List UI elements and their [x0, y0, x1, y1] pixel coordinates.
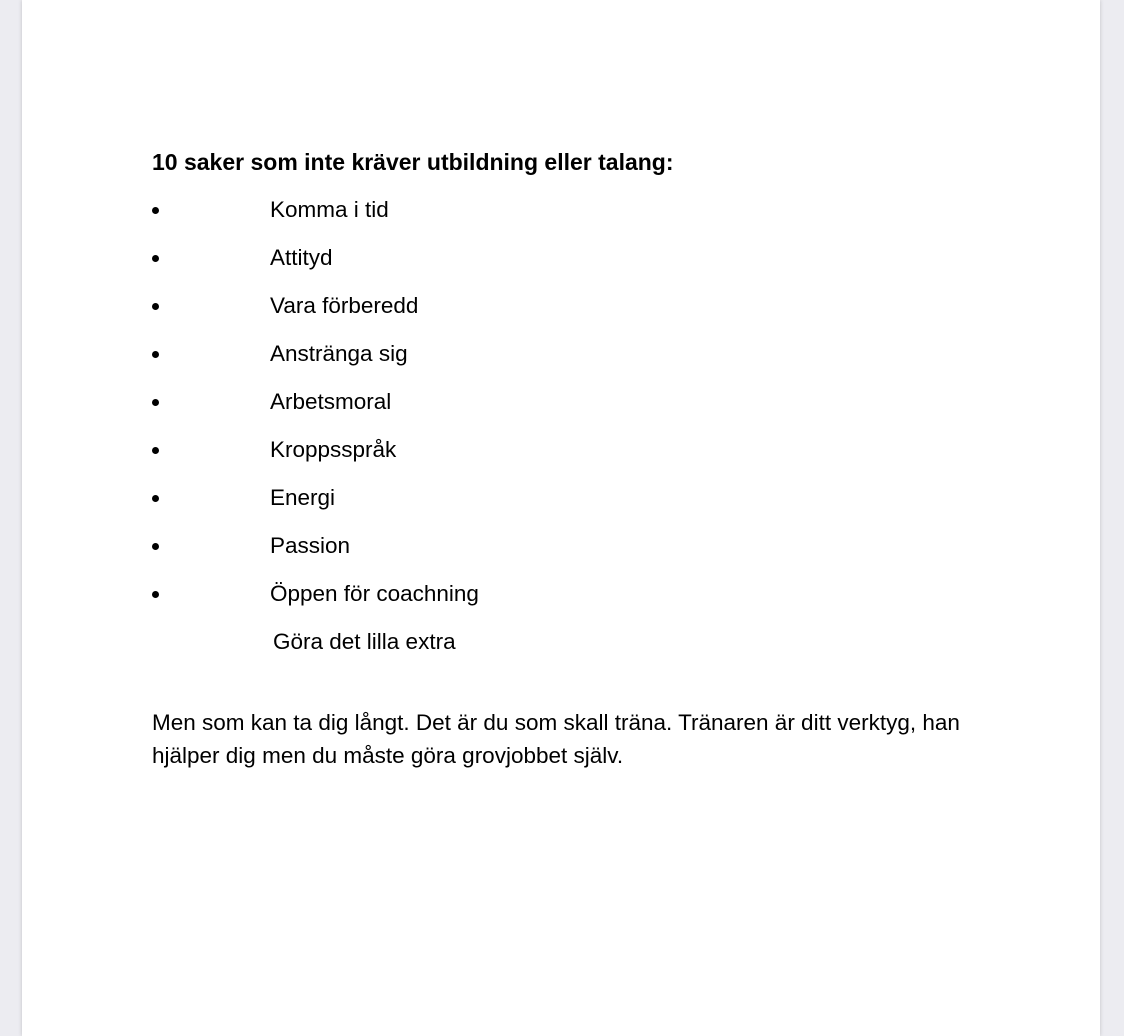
bullet-icon	[152, 351, 159, 358]
list-item-text: Attityd	[270, 245, 333, 270]
bullet-icon	[152, 255, 159, 262]
document-page	[22, 0, 1100, 1036]
list-heading: 10 saker som inte kräver utbildning eller talang:	[152, 149, 674, 175]
list-item-text: Komma i tid	[270, 197, 389, 222]
list-item	[152, 434, 1012, 482]
list-item-text: Anstränga sig	[270, 341, 408, 366]
bullet-icon	[152, 495, 159, 502]
page-content	[152, 146, 1012, 795]
list-item	[152, 386, 1012, 434]
body-paragraph: Men som kan ta dig långt. Det är du som skall träna. Tränaren är ditt verktyg, han hjälper dig men du måste göra grovjobbet själv.	[152, 710, 960, 768]
bullet-icon	[152, 303, 159, 310]
bullet-icon	[152, 543, 159, 550]
list-item-text: Vara förberedd	[270, 293, 419, 318]
list-item	[152, 578, 1012, 626]
list-item	[152, 482, 1012, 530]
list-item	[152, 338, 1012, 386]
list-item-text: Arbetsmoral	[270, 389, 392, 414]
list-item-text: Kroppsspråk	[270, 437, 397, 462]
list-item-text: Göra det lilla extra	[273, 629, 456, 654]
bullet-icon	[152, 447, 159, 454]
list-item-text: Energi	[270, 485, 336, 510]
bullet-list	[152, 194, 1012, 674]
list-item	[152, 626, 1012, 674]
list-item-text: Öppen för coachning	[270, 581, 479, 606]
list-item	[152, 242, 1012, 290]
list-item	[152, 530, 1012, 578]
list-item-text: Passion	[270, 533, 351, 558]
list-item	[152, 290, 1012, 338]
bullet-icon	[152, 591, 159, 598]
bullet-icon	[152, 207, 159, 214]
bullet-icon	[152, 399, 159, 406]
list-item	[152, 194, 1012, 242]
